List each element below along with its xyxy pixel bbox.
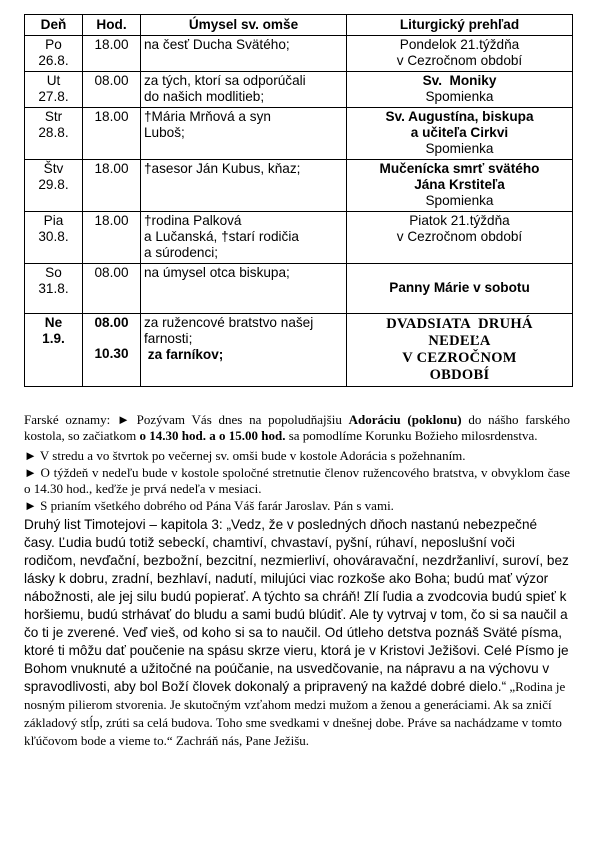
header-hour: Hod. xyxy=(83,15,141,36)
row-date: 28.8. xyxy=(38,125,69,140)
sunday-liturgy-cell xyxy=(347,314,573,387)
row-day: Ut xyxy=(46,73,61,88)
liturgy-line: Spomienka xyxy=(425,141,494,156)
sunday-liturgy-1: DVADSIATA DRUHÁ xyxy=(386,316,533,332)
intent-line: a súrodenci; xyxy=(144,245,219,260)
day-cell xyxy=(25,36,83,72)
header-liturgy: Liturgický prehľad xyxy=(347,15,573,36)
row-hour: 18.00 xyxy=(94,37,129,52)
intent-line: †asesor Ján Kubus, kňaz; xyxy=(144,161,301,176)
day-cell xyxy=(25,264,83,314)
liturgy-line: Pondelok 21.týždňa xyxy=(399,37,520,52)
intent-line: za tých, ktorí sa odporúčali xyxy=(144,73,306,88)
row-hour: 08.00 xyxy=(94,265,129,280)
row-day: Štv xyxy=(43,161,64,176)
liturgy-cell xyxy=(347,212,573,264)
mass-schedule-table xyxy=(24,14,573,387)
header-intent: Úmysel sv. omše xyxy=(141,15,347,36)
intent-line: a Lučanská, †starí rodičia xyxy=(144,229,299,244)
intent-line: †Mária Mrňová a syn xyxy=(144,109,271,124)
table-row xyxy=(25,264,573,314)
intent-line: do našich modlitieb; xyxy=(144,89,265,104)
row-date: 31.8. xyxy=(38,281,69,296)
hour-cell xyxy=(83,264,141,314)
notice-greeting: ► S prianím všetkého dobrého od Pána Váš farár Jaroslav. Pán s vami. xyxy=(24,498,394,514)
notice-1-part-c: do nášho farského kostola, so začiatkom xyxy=(24,412,570,444)
sunday-liturgy-3: V CEZROČNOM xyxy=(402,350,517,366)
intent-cell xyxy=(141,72,347,108)
liturgy-line: v Cezročnom období xyxy=(396,53,523,68)
row-hour: 18.00 xyxy=(94,109,129,124)
hour-cell xyxy=(83,160,141,212)
notice-rosary: ► O týždeň v nedeľu bude v kostole spoločné stretnutie členov ružencového bratstva, v obvyklom čase o 14.30 hod., keďže je prvá nedeľa v mesiaci. xyxy=(24,464,570,497)
liturgy-line: Sv. Moniky xyxy=(422,73,497,88)
table-row xyxy=(25,72,573,108)
reading-family-quote: „Rodina je nosným pilierom stvorenia. Je skutočným vzťahom medzi mužom a ženou a generáciami. Ak sa zničí základový stĺp, zrúti sa celá budova. Toho sme svedkami v dnešnej dobe. Práve sa nachádzame v tomto kľúčovom bode a vieme to.“ Zachráň nás, Pane Ježišu. xyxy=(24,678,566,748)
sunday-liturgy-4: OBDOBÍ xyxy=(429,367,490,383)
intent-cell xyxy=(141,108,347,160)
row-hour: 18.00 xyxy=(94,213,129,228)
hour-cell xyxy=(83,108,141,160)
sunday-day: Ne xyxy=(44,315,63,330)
day-cell xyxy=(25,212,83,264)
liturgy-cell xyxy=(347,72,573,108)
sunday-hour-1: 08.00 xyxy=(94,315,129,330)
row-day: So xyxy=(45,265,62,280)
day-cell xyxy=(25,108,83,160)
sunday-intent-cell xyxy=(141,314,347,387)
sunday-intent-2: za farníkov; xyxy=(144,347,224,362)
reading-timothy: Druhý list Timotejovi – kapitola 3: „Vedz, že v posledných dňoch nastanú nebezpečné časy. Ľudia budú totiž sebeckí, chamtiví, chvastaví, pyšní, rúhaví, neposlušní voči rodičom, nevďační, bezbožní, bezcitní, nezmierliví, ohováravační, nezdržanliví, suroví, bez lásky k dobru, zradní, bezhlaví, nadutí, milujúci viac rozkoše ako Boha; budú mať výzor nábožnosti, ale jej silu budú popierať. A týchto sa chráň! Zlí ľudia a zvodcovia budú spieť k horšiemu, budú strhávať do bludu a sami budú blúdiť. Ale ty vytrvaj v tom, čo si sa naučil a čo ti je zverené. Veď vieš, od koho si sa to naučil. Od útleho detstva poznáš Sväté písma, ktoré ti môžu dať poučenie na spásu skrze vieru, ktorá je v Kristovi Ježišovi. Celé Písmo je Bohom vnuknuté a užitočné na poúčanie, na usvedčovanie, na nápravu a na výchovu v spravodlivosti, aby bol Boží človek dokonalý a pripravený na každé dobré dielo.“ xyxy=(24,516,569,694)
sunday-intent-1a: za ružencové bratstvo našej xyxy=(144,315,314,330)
intent-line: na úmysel otca biskupa; xyxy=(144,265,290,280)
hour-cell xyxy=(83,212,141,264)
header-day: Deň xyxy=(25,15,83,36)
hour-cell xyxy=(83,72,141,108)
sunday-hour-cell xyxy=(83,314,141,387)
notice-wednesday: ► V stredu a vo štvrtok po večernej sv. omši bude v kostole Adorácia s požehnaním. xyxy=(24,447,466,463)
liturgy-cell xyxy=(347,160,573,212)
row-date: 30.8. xyxy=(38,229,69,244)
liturgy-line: Jána Krstiteľa xyxy=(414,177,505,192)
sunday-date: 1.9. xyxy=(42,331,65,346)
notice-1-part-a: Farské oznamy: ► Pozývam Vás dnes na popoludňajšiu xyxy=(24,412,349,427)
liturgy-line: v Cezročnom období xyxy=(396,229,523,244)
row-hour: 08.00 xyxy=(94,73,129,88)
liturgy-line: Spomienka xyxy=(425,193,494,208)
row-day: Po xyxy=(45,37,62,52)
table-row xyxy=(25,160,573,212)
notice-1-part-e: sa pomodlíme Korunku Božieho milosrdenstva. xyxy=(285,428,538,444)
sunday-liturgy-2: NEDEĽA xyxy=(428,333,491,349)
notice-adoration xyxy=(24,412,570,445)
day-cell xyxy=(25,72,83,108)
liturgy-line: Spomienka xyxy=(425,89,494,104)
table-header-row xyxy=(25,15,573,36)
row-hour: 18.00 xyxy=(94,161,129,176)
row-day: Pia xyxy=(43,213,64,228)
sunday-hour-2: 10.30 xyxy=(94,346,129,361)
liturgy-line: Panny Márie v sobotu xyxy=(389,280,530,295)
scripture-reading xyxy=(24,516,570,750)
day-cell xyxy=(25,160,83,212)
notice-1-bold-time: o 14.30 hod. a o 15.00 hod. xyxy=(139,428,286,444)
liturgy-line: Mučenícka smrť svätého xyxy=(379,161,540,176)
intent-cell xyxy=(141,36,347,72)
table-row xyxy=(25,212,573,264)
intent-line: na česť Ducha Svätého; xyxy=(144,37,290,52)
intent-cell xyxy=(141,212,347,264)
liturgy-cell xyxy=(347,108,573,160)
liturgy-cell xyxy=(347,264,573,314)
intent-line: †rodina Palková xyxy=(144,213,242,228)
hour-cell xyxy=(83,36,141,72)
row-date: 26.8. xyxy=(38,53,69,68)
intent-cell xyxy=(141,264,347,314)
table-row xyxy=(25,36,573,72)
liturgy-line: Piatok 21.týždňa xyxy=(409,213,510,228)
bulletin-text xyxy=(24,412,570,750)
sunday-intent-1b: farnosti; xyxy=(144,331,193,346)
liturgy-cell xyxy=(347,36,573,72)
schedule-rows xyxy=(25,36,573,387)
notice-1-bold-adoration: Adoráciu (poklonu) xyxy=(348,412,462,427)
table-row-sunday xyxy=(25,314,573,387)
intent-cell xyxy=(141,160,347,212)
parish-notices xyxy=(24,412,570,515)
row-date: 27.8. xyxy=(38,89,69,104)
liturgy-line: Sv. Augustína, biskupa xyxy=(385,109,534,124)
intent-line: Luboš; xyxy=(144,125,185,140)
table-row xyxy=(25,108,573,160)
row-day: Str xyxy=(44,109,63,124)
row-date: 29.8. xyxy=(38,177,69,192)
liturgy-line: a učiteľa Cirkvi xyxy=(410,125,509,140)
sunday-day-cell xyxy=(25,314,83,387)
